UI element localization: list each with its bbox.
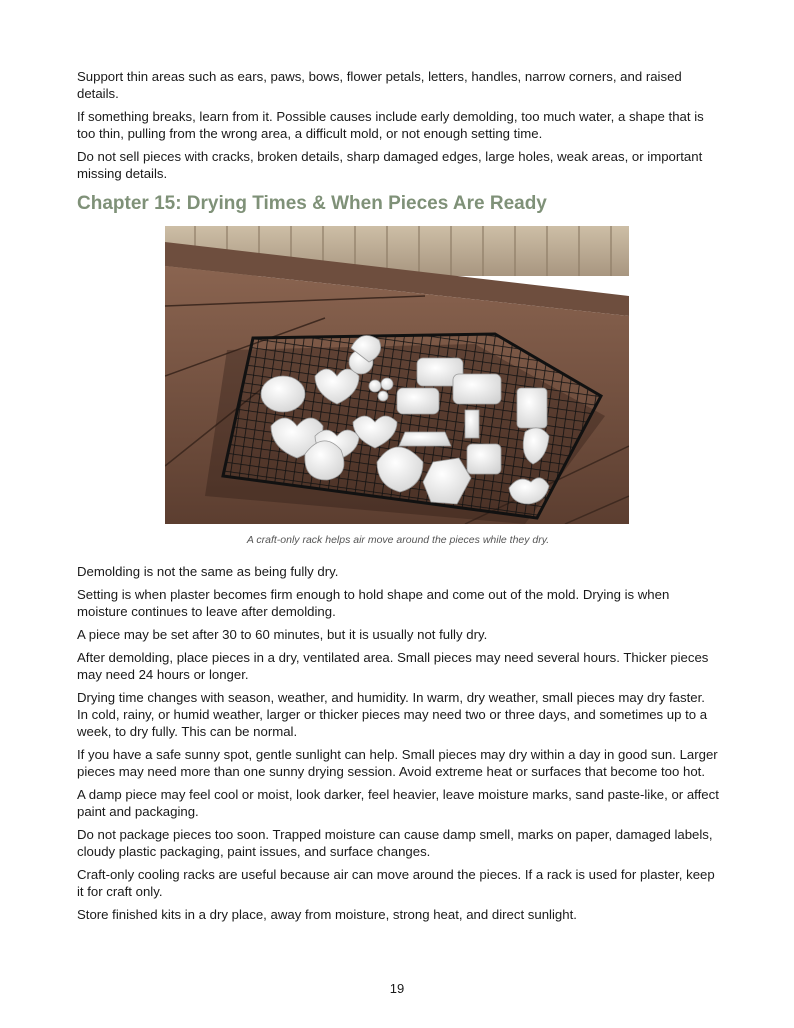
paragraph-cooling-racks: Craft-only cooling racks are useful because air can move around the pieces. If a rack is used for plaster, keep it for craft only.	[77, 867, 715, 899]
drying-rack-photo	[165, 226, 629, 524]
paragraph-damp-piece: A damp piece may feel cool or moist, look darker, feel heavier, leave moisture marks, sand paste-like, or affect paint and packaging.	[77, 787, 719, 819]
paragraph-learn-from-breaks: If something breaks, learn from it. Possible causes include early demolding, too much water, a shape that is too thin, pulling from the wrong area, a difficult mold, or not enough setting time.	[77, 109, 704, 141]
paragraph-do-not-sell: Do not sell pieces with cracks, broken details, sharp damaged edges, large holes, weak areas, or important missing details.	[77, 149, 703, 181]
paragraph-sunny-spot: If you have a safe sunny spot, gentle sunlight can help. Small pieces may dry within a day in good sun. Larger pieces may need more than one sunny drying session. Avoid extreme heat or surfaces that become too hot.	[77, 747, 718, 779]
paragraph-demolding: Demolding is not the same as being fully dry.	[77, 564, 339, 579]
paragraph-store-kits: Store finished kits in a dry place, away from moisture, strong heat, and direct sunlight.	[77, 907, 577, 922]
paragraph-support-thin-areas: Support thin areas such as ears, paws, bows, flower petals, letters, handles, narrow corners, and raised details.	[77, 69, 682, 101]
chapter-title: Chapter 15: Drying Times & When Pieces Are Ready	[77, 193, 547, 214]
figure	[77, 226, 719, 547]
paragraph-drying-time-changes: Drying time changes with season, weather, and humidity. In warm, dry weather, small pieces may dry faster. In cold, rainy, or humid weather, larger or thicker pieces may need two or three days, and sometimes up to a week, to dry fully. This can be normal.	[77, 690, 708, 739]
page-content	[77, 68, 719, 929]
figure-caption: A craft-only rack helps air move around the pieces while they dry.	[246, 534, 550, 546]
paragraph-after-demolding: After demolding, place pieces in a dry, ventilated area. Small pieces may need several hours. Thicker pieces may need 24 hours or longer.	[77, 650, 709, 682]
page-number: 19	[389, 981, 405, 996]
paragraph-setting: Setting is when plaster becomes firm enough to hold shape and come out of the mold. Drying is when moisture continues to leave after demolding.	[77, 587, 670, 619]
paragraph-set-time: A piece may be set after 30 to 60 minutes, but it is usually not fully dry.	[77, 627, 488, 642]
paragraph-do-not-package: Do not package pieces too soon. Trapped moisture can cause damp smell, marks on paper, damaged labels, cloudy plastic packaging, paint issues, and surface changes.	[77, 827, 713, 859]
